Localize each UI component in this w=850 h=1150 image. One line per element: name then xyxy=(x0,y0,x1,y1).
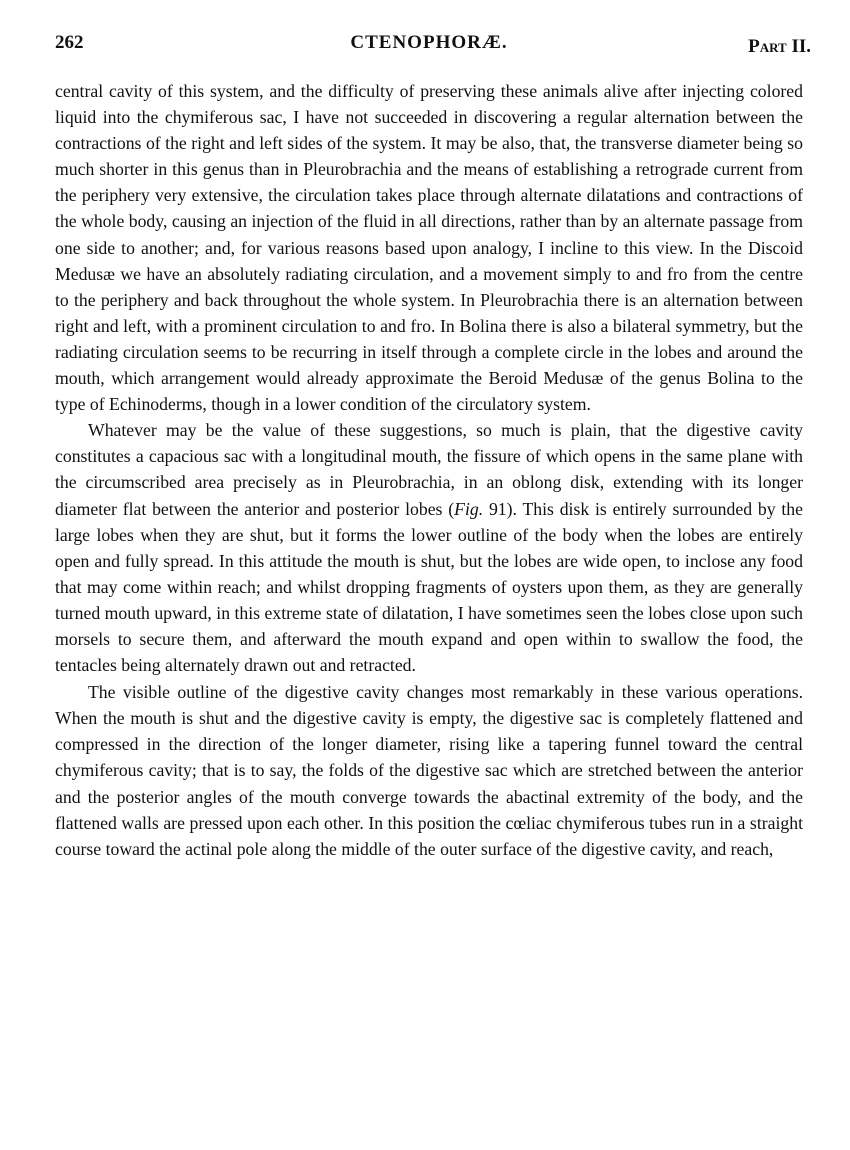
paragraph-text: 91). This disk is entirely surrounded by the large lobes when they are shut, but it forms the lower outline of the body when the lobes are entirely open and fully spread. In this attitude the mouth is shut, but the lobes are wide open, to inclose any food that may come within reach; and whilst dropping fragments of oysters upon them, as they are generally turned mouth upward, in this extreme state of dilatation, I have sometimes seen the lobes close upon such morsels to secure them, and afterward the mouth expand and open within to swallow the food, the tentacles being alternately drawn out and retracted. xyxy=(55,498,803,676)
paragraph-digestive-cavity xyxy=(55,417,803,678)
running-header xyxy=(55,28,811,58)
paragraph-text: Whatever may be the value of these suggestions, so much is plain, that the digestive cavity constitutes a capacious sac with a longitudinal mouth, the fissure of which opens in the same plane with the circumscribed area precisely as in Pleurobrachia, in an oblong disk, extending with its longer diameter flat between the anterior and posterior lobes ( xyxy=(55,420,803,519)
paragraph-continuation: central cavity of this system, and the difficulty of preserving these animals alive after injecting colored liquid into the chymiferous sac, I have not succeeded in discovering a regular alternation between the contractions of the right and left sides of the system. It may be also, that, the transverse diameter being so much shorter in this genus than in Pleurobrachia and the means of establishing a retrograde current from the periphery very extensive, the circulation takes place through alternate dilatations and contractions of the whole body, causing an injection of the fluid in all directions, rather than by an alternate passage from one side to another; and, for various reasons based upon analogy, I incline to this view. In the Discoid Medusæ we have an absolutely radiating circulation, and a movement simply to and fro from the centre to the periphery and back throughout the whole system. In Pleurobrachia there is an alternation between right and left, with a prominent circulation to and fro. In Bolina there is also a bilateral symmetry, but the radiating circulation seems to be recurring in itself through a complete circle in the lobes and around the mouth, which arrangement would already approximate the Beroid Medusæ of the genus Bolina to the type of Echinoderms, though in a lower condition of the circulatory system. xyxy=(55,81,803,415)
part-label: Part II. xyxy=(748,36,811,57)
body-text xyxy=(55,78,803,862)
figure-reference[interactable]: Fig. xyxy=(454,498,484,519)
paragraph-visible-outline: The visible outline of the digestive cavity changes most remarkably in these various operations. When the mouth is shut and the digestive cavity is empty, the digestive sac is completely flattened and compressed in the direction of the longer diameter, rising like a tapering funnel toward the central chymiferous cavity; that is to say, the folds of the digestive sac which are stretched between the anterior and the posterior angles of the mouth converge towards the abactinal extremity of the body, and the flattened walls are pressed upon each other. In this position the cœliac chymiferous tubes run in a straight course toward the actinal pole along the middle of the outer surface of the digestive cavity, and reach, xyxy=(55,682,803,859)
document-page xyxy=(55,28,811,862)
page-number: 262 xyxy=(55,32,84,53)
running-title: CTENOPHORÆ. xyxy=(350,32,508,53)
